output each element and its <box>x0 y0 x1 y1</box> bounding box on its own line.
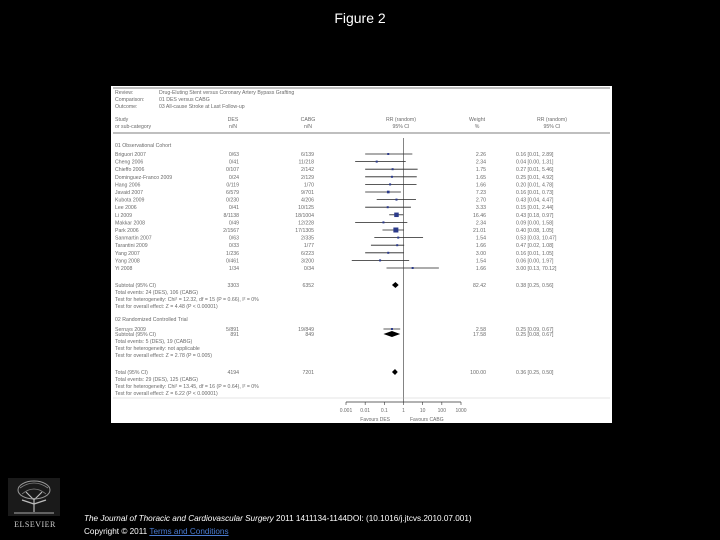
study-des: 0/63 <box>228 235 239 242</box>
group1-subtotal-cabg: 6352 <box>302 283 314 289</box>
study-des: 0/24 <box>228 174 239 181</box>
point-estimate <box>387 191 390 194</box>
study-row <box>115 266 557 272</box>
col-rr: RR (random) <box>537 117 567 123</box>
forest-plot-figure <box>111 86 612 423</box>
study-rr: 0.47 [0.02, 1.08] <box>516 243 554 250</box>
study-weight: 1.66 <box>475 243 486 250</box>
study-cabg: 19/849 <box>298 327 314 333</box>
elsevier-tree-logo <box>8 478 60 516</box>
study-weight: 3.00 <box>475 250 486 257</box>
study-cabg: 2/142 <box>301 167 314 174</box>
study-weight: 2.58 <box>475 327 486 333</box>
total-cabg: 7201 <box>302 370 314 376</box>
group2-subtotal-label: Subtotal (95% CI) <box>115 332 156 338</box>
study-weight: 3.33 <box>475 205 486 212</box>
axis-tick-label: 1 <box>402 408 405 414</box>
total-label: Total (95% CI) <box>115 370 148 376</box>
study-weight: 1.54 <box>475 235 486 242</box>
review-label: Review: <box>115 90 134 96</box>
study-weight: 1.54 <box>475 258 486 265</box>
study-cabg: 11/218 <box>298 159 314 166</box>
study-cabg: 3/200 <box>301 258 314 265</box>
study-des: 0/41 <box>228 205 239 212</box>
study-weight: 2.70 <box>475 197 486 204</box>
group1-heterogeneity: Test for heterogeneity: Chi² = 12.32, df = 15 (P = 0.66), I² = 0% <box>115 297 259 303</box>
study-weight: 1.75 <box>475 167 486 174</box>
col-cabg: CABG <box>300 117 316 123</box>
point-estimate <box>387 206 389 208</box>
forest-axis <box>340 138 467 414</box>
pooled-diamond <box>392 369 398 375</box>
study-cabg: 6/223 <box>301 250 314 257</box>
study-weight: 2.34 <box>475 220 486 227</box>
study-cabg: 0/34 <box>303 266 314 272</box>
forest-plot-svg <box>111 86 612 423</box>
total-overall: Test for overall effect: Z = 6.22 (P < 0.00001) <box>115 391 218 397</box>
total-heterogeneity: Test for heterogeneity: Chi² = 13.45, df = 16 (P = 0.64), I² = 0% <box>115 384 259 390</box>
study-rr: 0.20 [0.01, 4.78] <box>516 182 554 189</box>
study-name: Lee 2006 <box>115 205 137 212</box>
study-name: Briguori 2007 <box>115 152 146 158</box>
forest-marks <box>352 153 439 375</box>
study-weight: 7.23 <box>475 190 486 196</box>
group2-subtotal-weight: 17.58 <box>473 332 486 338</box>
group1-subtotal-label: Subtotal (95% CI) <box>115 283 156 289</box>
study-rr: 0.15 [0.01, 2.44] <box>516 205 554 212</box>
study-cabg: 1/70 <box>303 182 314 189</box>
study-name: Javaid 2007 <box>115 190 143 196</box>
group1-subtotal-des: 3303 <box>227 283 239 289</box>
study-rr: 0.27 [0.01, 5.46] <box>516 167 554 174</box>
point-estimate <box>396 244 398 246</box>
journal-name: The Journal of Thoracic and Cardiovascular Surgery <box>84 514 274 523</box>
col-rr-sub: 95% CI <box>543 124 561 130</box>
study-weight: 2.34 <box>475 159 486 166</box>
study-name: Yang 2007 <box>115 250 140 257</box>
study-row <box>115 327 554 333</box>
study-des: 0/49 <box>228 220 239 227</box>
axis-tick-label: 0.001 <box>339 408 353 414</box>
study-des: 0/63 <box>228 152 239 158</box>
point-estimate <box>379 259 381 261</box>
group2-events: Total events: 5 (DES), 19 (CABG) <box>115 339 193 345</box>
point-estimate <box>393 228 398 233</box>
study-row <box>115 167 554 173</box>
study-des: 1/34 <box>228 266 239 272</box>
study-cabg: 2/129 <box>301 174 314 181</box>
study-row <box>115 251 554 257</box>
total-weight: 100.00 <box>470 370 486 376</box>
col-cabg-sub: n/N <box>303 124 313 130</box>
study-weight: 1.65 <box>475 174 486 181</box>
study-row <box>115 220 554 226</box>
study-name: Hang 2006 <box>115 182 141 189</box>
study-row <box>115 182 554 188</box>
study-cabg: 12/228 <box>298 220 314 227</box>
study-des: 8/1138 <box>223 212 239 219</box>
study-row <box>115 175 554 181</box>
pooled-diamond <box>392 282 399 288</box>
group1-heading: 01 Observational Cohort <box>115 143 172 149</box>
col-rr-plot: RR (random) <box>386 117 416 123</box>
study-name: Makkar 2008 <box>115 220 145 227</box>
copyright <box>84 527 229 536</box>
study-rr: 0.09 [0.00, 1.58] <box>516 220 554 227</box>
point-estimate <box>391 176 393 178</box>
group2-subtotal-des: 891 <box>230 332 239 338</box>
study-rr: 3.00 [0.13, 70.12] <box>516 266 557 272</box>
study-row <box>115 236 557 242</box>
study-rr: 0.16 [0.01, 2.89] <box>516 152 554 158</box>
axis-tick-label: 100 <box>437 408 447 414</box>
axis-tick-label: 1000 <box>455 408 467 414</box>
col-des: DES <box>227 117 239 123</box>
citation-details: 2011 1411134-1144DOI: (10.1016/j.jtcvs.2010.07.001) <box>273 514 472 523</box>
study-des: 0/119 <box>226 182 239 189</box>
study-des: 6/579 <box>226 190 239 196</box>
point-estimate <box>392 168 394 170</box>
study-weight: 1.66 <box>475 182 486 189</box>
group2-overall: Test for overall effect: Z = 2.78 (P = 0.005) <box>115 353 212 359</box>
col-rr-plot-sub: 95% CI <box>392 124 410 130</box>
study-name: Kubota 2009 <box>115 197 145 204</box>
study-cabg: 9/701 <box>301 190 314 196</box>
group1-events: Total events: 24 (DES), 106 (CABG) <box>115 290 199 296</box>
study-des: 0/230 <box>226 197 239 204</box>
study-row <box>115 152 554 158</box>
group2-subtotal-rr: 0.25 [0.08, 0.67] <box>516 332 554 338</box>
study-weight: 2.26 <box>475 152 486 158</box>
study-name: Yi 2008 <box>115 266 133 272</box>
study-row <box>115 205 554 211</box>
study-weight: 1.66 <box>475 266 486 272</box>
study-row <box>115 243 554 249</box>
col-des-sub: n/N <box>228 124 238 130</box>
study-name: Dominguez-Franco 2009 <box>115 174 173 181</box>
study-rr: 0.25 [0.01, 4.92] <box>516 174 554 181</box>
pooled-diamond <box>383 331 400 337</box>
point-estimate <box>395 199 397 201</box>
total-des: 4194 <box>227 370 239 376</box>
study-des: 0/41 <box>228 159 239 166</box>
group2-heading: 02 Randomized Controlled Trial <box>115 317 188 323</box>
study-cabg: 18/1004 <box>295 212 314 219</box>
favours-right-label: Favours CABG <box>410 417 444 423</box>
total-rr: 0.36 [0.25, 0.50] <box>516 370 554 376</box>
study-row <box>115 228 554 234</box>
comparison-label: Comparison: <box>115 97 145 103</box>
study-name: Chieffo 2006 <box>115 167 145 174</box>
study-name: Yang 2008 <box>115 258 140 265</box>
outcome-value: 03 All-cause Stroke at Last Follow-up <box>159 104 245 110</box>
study-des: 0/33 <box>228 243 239 250</box>
comparison-value: 01 DES versus CABG <box>159 97 210 103</box>
citation <box>84 514 472 523</box>
study-row <box>115 160 554 166</box>
favours-left-label: Favours DES <box>360 417 390 423</box>
point-estimate <box>382 221 384 223</box>
col-study-sub: or sub-category <box>115 124 152 130</box>
study-rr: 0.16 [0.01, 0.73] <box>516 190 554 196</box>
axis-tick-label: 0.1 <box>380 408 388 414</box>
point-estimate <box>387 153 389 155</box>
study-rr: 0.40 [0.08, 1.05] <box>516 228 554 234</box>
outcome-label: Outcome: <box>115 104 138 110</box>
study-row <box>115 258 554 264</box>
study-des: 0/107 <box>226 167 239 174</box>
study-rr: 0.43 [0.04, 4.47] <box>516 197 554 204</box>
study-row <box>115 198 554 204</box>
study-des: 2/1567 <box>223 228 239 234</box>
terms-link[interactable]: Terms and Conditions <box>149 527 229 536</box>
study-weight: 21.01 <box>473 228 486 234</box>
study-des: 5/891 <box>226 327 239 333</box>
col-weight: Weight <box>468 117 486 123</box>
study-rr: 0.53 [0.03, 10.47] <box>516 235 557 242</box>
study-name: Serruys 2009 <box>115 327 146 333</box>
point-estimate <box>376 161 378 163</box>
study-cabg: 10/125 <box>298 205 314 212</box>
group1-subtotal-rr: 0.38 [0.25, 0.56] <box>516 283 554 289</box>
study-name: Tarantini 2009 <box>115 243 148 250</box>
study-name: Sanmartin 2007 <box>115 235 152 242</box>
point-estimate <box>391 328 393 330</box>
study-rr: 0.06 [0.00, 1.97] <box>516 258 554 265</box>
point-estimate <box>389 183 391 185</box>
group2-heterogeneity: Test for heterogeneity: not applicable <box>115 346 200 352</box>
study-row <box>115 213 554 219</box>
slide-title: Figure 2 <box>334 10 386 26</box>
elsevier-wordmark: ELSEVIER <box>14 520 56 529</box>
study-name: Li 2009 <box>115 212 133 219</box>
study-cabg: 6/139 <box>301 152 314 158</box>
study-cabg: 17/1305 <box>295 228 314 234</box>
axis-tick-label: 0.01 <box>360 408 371 414</box>
study-rr: 0.16 [0.01, 1.05] <box>516 250 554 257</box>
study-rr: 0.43 [0.18, 0.97] <box>516 212 554 219</box>
point-estimate <box>387 252 389 254</box>
group2-subtotal-cabg: 849 <box>305 332 314 338</box>
col-study: Study <box>115 117 129 123</box>
study-row <box>115 190 554 196</box>
study-cabg: 1/77 <box>303 243 314 250</box>
study-cabg: 4/206 <box>301 197 314 204</box>
point-estimate <box>412 267 414 269</box>
study-name: Cheng 2006 <box>115 159 144 166</box>
point-estimate <box>397 237 399 239</box>
study-name: Park 2006 <box>115 228 139 234</box>
copyright-text: Copyright © 2011 <box>84 527 150 536</box>
study-cabg: 2/335 <box>301 235 314 242</box>
study-weight: 16.46 <box>473 212 486 219</box>
review-value: Drug-Eluting Stent versus Coronary Artery Bypass Grafting <box>159 90 295 96</box>
study-rr: 0.04 [0.00, 1.31] <box>516 159 554 166</box>
study-des: 0/461 <box>226 258 239 265</box>
study-rr: 0.25 [0.09, 0.67] <box>516 327 554 333</box>
col-weight-sub: % <box>474 124 480 130</box>
study-des: 1/236 <box>226 250 239 257</box>
total-events: Total events: 29 (DES), 125 (CABG) <box>115 377 199 383</box>
point-estimate <box>394 213 398 217</box>
axis-tick-label: 10 <box>419 408 426 414</box>
group1-subtotal-weight: 82.42 <box>473 283 486 289</box>
group1-overall: Test for overall effect: Z = 4.48 (P < 0.00001) <box>115 304 218 310</box>
